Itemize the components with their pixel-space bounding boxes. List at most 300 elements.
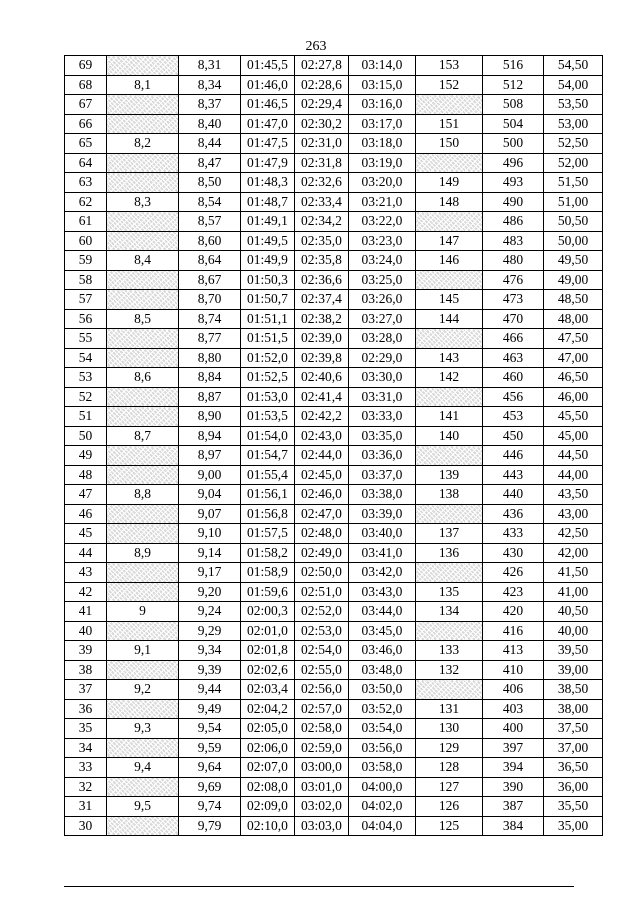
table-cell-points: 41 (65, 602, 107, 622)
table-cell-col-9: 38,50 (544, 680, 603, 700)
table-cell-col-7: 152 (416, 75, 483, 95)
table-cell-col-7: 130 (416, 719, 483, 739)
table-cell-col-9: 44,50 (544, 446, 603, 466)
table-cell-col-2 (107, 504, 179, 524)
table-row (65, 465, 603, 485)
table-cell-col-5: 02:38,2 (295, 309, 349, 329)
table-cell-points: 55 (65, 329, 107, 349)
table-cell-col-5: 02:37,4 (295, 290, 349, 310)
table-cell-col-7 (416, 387, 483, 407)
table-cell-col-3: 8,84 (179, 368, 241, 388)
table-cell-points: 45 (65, 524, 107, 544)
table-cell-col-4: 01:49,9 (241, 251, 295, 271)
table-cell-col-3: 9,17 (179, 563, 241, 583)
table-cell-col-2: 8,6 (107, 368, 179, 388)
table-cell-col-8: 387 (483, 797, 544, 817)
table-cell-col-3: 9,54 (179, 719, 241, 739)
table-cell-col-2 (107, 660, 179, 680)
table-cell-col-6: 03:44,0 (349, 602, 416, 622)
table-cell-col-4: 01:57,5 (241, 524, 295, 544)
table-cell-col-7: 149 (416, 173, 483, 193)
table-cell-col-6: 03:38,0 (349, 485, 416, 505)
table-cell-col-9: 45,50 (544, 407, 603, 427)
table-cell-col-3: 9,39 (179, 660, 241, 680)
table-cell-col-2: 8,1 (107, 75, 179, 95)
table-cell-col-8: 470 (483, 309, 544, 329)
table-cell-points: 33 (65, 758, 107, 778)
table-cell-col-9: 53,00 (544, 114, 603, 134)
table-cell-col-3: 8,67 (179, 270, 241, 290)
table-cell-col-3: 8,34 (179, 75, 241, 95)
table-cell-col-7: 138 (416, 485, 483, 505)
table-cell-col-6: 03:36,0 (349, 446, 416, 466)
table-cell-col-4: 01:47,5 (241, 134, 295, 154)
table-cell-col-5: 02:54,0 (295, 641, 349, 661)
table-cell-col-4: 01:51,1 (241, 309, 295, 329)
table-cell-points: 44 (65, 543, 107, 563)
table-cell-col-7 (416, 680, 483, 700)
table-cell-col-7 (416, 329, 483, 349)
table-cell-col-3: 9,24 (179, 602, 241, 622)
table-cell-col-6: 03:50,0 (349, 680, 416, 700)
table-cell-col-6: 03:28,0 (349, 329, 416, 349)
table-cell-col-5: 02:52,0 (295, 602, 349, 622)
table-cell-points: 61 (65, 212, 107, 232)
table-row (65, 309, 603, 329)
table-cell-col-7: 135 (416, 582, 483, 602)
table-cell-col-9: 41,00 (544, 582, 603, 602)
table-cell-col-5: 02:56,0 (295, 680, 349, 700)
table-cell-col-9: 49,00 (544, 270, 603, 290)
table-cell-col-2: 9,4 (107, 758, 179, 778)
table-cell-col-4: 02:05,0 (241, 719, 295, 739)
table-cell-col-8: 450 (483, 426, 544, 446)
table-cell-col-8: 473 (483, 290, 544, 310)
table-cell-col-5: 02:28,6 (295, 75, 349, 95)
table-cell-col-8: 463 (483, 348, 544, 368)
table-cell-col-5: 03:02,0 (295, 797, 349, 817)
table-cell-col-4: 02:01,0 (241, 621, 295, 641)
table-cell-col-2 (107, 816, 179, 836)
table-cell-points: 48 (65, 465, 107, 485)
table-cell-col-5: 02:59,0 (295, 738, 349, 758)
table-row (65, 114, 603, 134)
table-cell-col-9: 54,50 (544, 56, 603, 76)
table-cell-col-9: 48,00 (544, 309, 603, 329)
table-cell-col-9: 40,50 (544, 602, 603, 622)
table-cell-col-5: 02:51,0 (295, 582, 349, 602)
table-cell-col-2 (107, 270, 179, 290)
table-cell-col-4: 01:55,4 (241, 465, 295, 485)
table-cell-col-8: 423 (483, 582, 544, 602)
table-cell-col-6: 03:24,0 (349, 251, 416, 271)
table-row (65, 660, 603, 680)
table-cell-col-7 (416, 446, 483, 466)
table-cell-col-5: 02:46,0 (295, 485, 349, 505)
table-row (65, 407, 603, 427)
table-cell-col-3: 8,77 (179, 329, 241, 349)
table-cell-col-5: 02:43,0 (295, 426, 349, 446)
table-cell-col-5: 02:35,0 (295, 231, 349, 251)
table-cell-col-3: 9,00 (179, 465, 241, 485)
table-cell-col-4: 02:06,0 (241, 738, 295, 758)
table-cell-col-4: 01:52,0 (241, 348, 295, 368)
table-cell-points: 30 (65, 816, 107, 836)
table-cell-points: 38 (65, 660, 107, 680)
table-cell-col-3: 9,04 (179, 485, 241, 505)
table-cell-col-9: 35,00 (544, 816, 603, 836)
table-cell-col-7 (416, 621, 483, 641)
table-cell-col-8: 384 (483, 816, 544, 836)
table-cell-col-5: 02:40,6 (295, 368, 349, 388)
table-cell-col-3: 9,74 (179, 797, 241, 817)
table-cell-col-3: 8,50 (179, 173, 241, 193)
table-cell-col-2 (107, 582, 179, 602)
table-cell-col-3: 9,14 (179, 543, 241, 563)
table-cell-col-6: 03:22,0 (349, 212, 416, 232)
table-cell-col-3: 8,31 (179, 56, 241, 76)
table-cell-col-7: 151 (416, 114, 483, 134)
table-row (65, 524, 603, 544)
table-cell-col-8: 433 (483, 524, 544, 544)
table-cell-col-2 (107, 699, 179, 719)
table-cell-col-7 (416, 95, 483, 115)
table-cell-col-2: 8,9 (107, 543, 179, 563)
table-cell-col-7: 131 (416, 699, 483, 719)
table-cell-points: 40 (65, 621, 107, 641)
table-cell-col-7 (416, 153, 483, 173)
table-row (65, 485, 603, 505)
table-cell-col-3: 8,54 (179, 192, 241, 212)
table-cell-col-4: 01:59,6 (241, 582, 295, 602)
table-cell-col-2 (107, 563, 179, 583)
table-row (65, 231, 603, 251)
table-cell-col-3: 9,59 (179, 738, 241, 758)
table-row (65, 504, 603, 524)
table-cell-col-6: 03:46,0 (349, 641, 416, 661)
table-cell-col-4: 01:50,7 (241, 290, 295, 310)
table-cell-col-2 (107, 173, 179, 193)
table-cell-col-7 (416, 563, 483, 583)
table-cell-col-2 (107, 777, 179, 797)
table-cell-col-6: 04:02,0 (349, 797, 416, 817)
table-cell-col-5: 02:53,0 (295, 621, 349, 641)
table-cell-col-9: 44,00 (544, 465, 603, 485)
table-row (65, 777, 603, 797)
table-cell-col-9: 39,50 (544, 641, 603, 661)
table-cell-points: 65 (65, 134, 107, 154)
table-cell-points: 58 (65, 270, 107, 290)
table-cell-col-3: 8,87 (179, 387, 241, 407)
table-row (65, 602, 603, 622)
table-cell-col-9: 50,50 (544, 212, 603, 232)
table-cell-col-9: 45,00 (544, 426, 603, 446)
table-cell-col-2 (107, 348, 179, 368)
table-row (65, 270, 603, 290)
table-cell-col-8: 400 (483, 719, 544, 739)
table-cell-points: 53 (65, 368, 107, 388)
table-cell-col-8: 443 (483, 465, 544, 485)
table-cell-col-6: 03:35,0 (349, 426, 416, 446)
table-cell-col-7 (416, 504, 483, 524)
table-cell-points: 39 (65, 641, 107, 661)
table-cell-col-6: 03:20,0 (349, 173, 416, 193)
table-cell-col-9: 41,50 (544, 563, 603, 583)
table-cell-col-8: 420 (483, 602, 544, 622)
table-cell-col-8: 512 (483, 75, 544, 95)
table-cell-col-4: 01:47,9 (241, 153, 295, 173)
table-cell-points: 49 (65, 446, 107, 466)
table-cell-col-6: 03:33,0 (349, 407, 416, 427)
table-cell-col-9: 43,00 (544, 504, 603, 524)
table-cell-points: 67 (65, 95, 107, 115)
table-cell-col-3: 8,97 (179, 446, 241, 466)
table-cell-col-6: 03:19,0 (349, 153, 416, 173)
table-cell-col-6: 03:52,0 (349, 699, 416, 719)
table-cell-col-8: 426 (483, 563, 544, 583)
table-cell-col-8: 496 (483, 153, 544, 173)
table-cell-col-3: 8,57 (179, 212, 241, 232)
table-cell-col-5: 02:36,6 (295, 270, 349, 290)
score-table (64, 55, 603, 836)
table-cell-col-7: 148 (416, 192, 483, 212)
table-cell-col-5: 02:33,4 (295, 192, 349, 212)
table-cell-col-5: 02:41,4 (295, 387, 349, 407)
table-cell-col-6: 03:42,0 (349, 563, 416, 583)
table-cell-col-5: 02:58,0 (295, 719, 349, 739)
table-cell-col-5: 02:34,2 (295, 212, 349, 232)
table-cell-col-8: 410 (483, 660, 544, 680)
table-cell-col-8: 480 (483, 251, 544, 271)
table-cell-col-6: 03:56,0 (349, 738, 416, 758)
table-cell-col-5: 02:50,0 (295, 563, 349, 583)
table-cell-col-5: 02:31,8 (295, 153, 349, 173)
table-cell-col-6: 03:18,0 (349, 134, 416, 154)
table-cell-points: 69 (65, 56, 107, 76)
table-cell-col-6: 03:45,0 (349, 621, 416, 641)
table-cell-col-8: 483 (483, 231, 544, 251)
table-cell-col-4: 01:50,3 (241, 270, 295, 290)
table-row (65, 290, 603, 310)
table-cell-col-7: 126 (416, 797, 483, 817)
table-cell-col-9: 51,50 (544, 173, 603, 193)
page-number: 263 (305, 39, 327, 54)
table-cell-col-9: 52,00 (544, 153, 603, 173)
table-cell-col-4: 01:53,5 (241, 407, 295, 427)
table-cell-col-7: 133 (416, 641, 483, 661)
table-cell-col-7: 129 (416, 738, 483, 758)
table-cell-col-3: 9,10 (179, 524, 241, 544)
table-cell-col-9: 37,50 (544, 719, 603, 739)
table-cell-col-8: 460 (483, 368, 544, 388)
table-cell-col-8: 390 (483, 777, 544, 797)
table-cell-col-8: 493 (483, 173, 544, 193)
table-cell-col-2: 8,8 (107, 485, 179, 505)
table-cell-points: 47 (65, 485, 107, 505)
table-cell-points: 43 (65, 563, 107, 583)
table-cell-col-4: 01:51,5 (241, 329, 295, 349)
table-cell-col-4: 01:46,5 (241, 95, 295, 115)
table-cell-points: 63 (65, 173, 107, 193)
table-cell-col-6: 03:15,0 (349, 75, 416, 95)
bottom-divider (64, 886, 574, 887)
table-row (65, 797, 603, 817)
table-cell-col-7: 150 (416, 134, 483, 154)
table-cell-points: 32 (65, 777, 107, 797)
table-cell-col-5: 02:35,8 (295, 251, 349, 271)
table-cell-col-6: 03:27,0 (349, 309, 416, 329)
table-cell-col-4: 02:00,3 (241, 602, 295, 622)
table-row (65, 719, 603, 739)
table-cell-col-5: 03:01,0 (295, 777, 349, 797)
table-row (65, 426, 603, 446)
table-cell-col-2: 8,4 (107, 251, 179, 271)
table-row (65, 329, 603, 349)
table-row (65, 251, 603, 271)
table-cell-col-2 (107, 153, 179, 173)
table-cell-col-2: 9,1 (107, 641, 179, 661)
table-cell-points: 52 (65, 387, 107, 407)
table-cell-col-6: 03:26,0 (349, 290, 416, 310)
table-cell-col-8: 516 (483, 56, 544, 76)
table-cell-col-5: 02:42,2 (295, 407, 349, 427)
table-cell-col-2 (107, 465, 179, 485)
table-row (65, 738, 603, 758)
table-cell-col-8: 446 (483, 446, 544, 466)
table-cell-col-2 (107, 95, 179, 115)
table-cell-col-3: 8,37 (179, 95, 241, 115)
table-cell-col-7: 132 (416, 660, 483, 680)
table-cell-col-9: 40,00 (544, 621, 603, 641)
table-cell-col-9: 54,00 (544, 75, 603, 95)
table-row (65, 192, 603, 212)
table-cell-col-8: 500 (483, 134, 544, 154)
table-cell-col-5: 02:32,6 (295, 173, 349, 193)
table-cell-col-4: 01:56,8 (241, 504, 295, 524)
table-row (65, 173, 603, 193)
table-cell-col-6: 04:04,0 (349, 816, 416, 836)
table-cell-col-4: 02:07,0 (241, 758, 295, 778)
table-cell-col-4: 01:46,0 (241, 75, 295, 95)
table-cell-col-4: 01:54,7 (241, 446, 295, 466)
table-cell-col-9: 51,00 (544, 192, 603, 212)
table-cell-points: 42 (65, 582, 107, 602)
table-cell-points: 46 (65, 504, 107, 524)
table-cell-col-5: 03:03,0 (295, 816, 349, 836)
table-cell-col-9: 35,50 (544, 797, 603, 817)
table-cell-col-4: 01:58,2 (241, 543, 295, 563)
table-cell-col-5: 02:55,0 (295, 660, 349, 680)
table-cell-col-5: 02:57,0 (295, 699, 349, 719)
table-cell-col-5: 02:49,0 (295, 543, 349, 563)
table-cell-col-4: 02:03,4 (241, 680, 295, 700)
table-cell-col-3: 8,90 (179, 407, 241, 427)
table-cell-col-8: 456 (483, 387, 544, 407)
table-cell-col-8: 394 (483, 758, 544, 778)
table-cell-col-4: 02:09,0 (241, 797, 295, 817)
table-cell-points: 31 (65, 797, 107, 817)
table-cell-col-5: 02:48,0 (295, 524, 349, 544)
table-row (65, 699, 603, 719)
table-cell-col-4: 02:10,0 (241, 816, 295, 836)
table-cell-col-7: 128 (416, 758, 483, 778)
table-cell-col-6: 03:43,0 (349, 582, 416, 602)
table-cell-col-6: 04:00,0 (349, 777, 416, 797)
table-cell-col-4: 01:47,0 (241, 114, 295, 134)
table-cell-col-2 (107, 446, 179, 466)
table-cell-points: 57 (65, 290, 107, 310)
table-cell-col-8: 504 (483, 114, 544, 134)
table-cell-col-2: 9 (107, 602, 179, 622)
table-cell-col-4: 01:56,1 (241, 485, 295, 505)
table-row (65, 368, 603, 388)
table-cell-col-9: 49,50 (544, 251, 603, 271)
table-row (65, 621, 603, 641)
table-cell-col-8: 416 (483, 621, 544, 641)
table-cell-col-6: 03:37,0 (349, 465, 416, 485)
table-row (65, 446, 603, 466)
table-cell-points: 51 (65, 407, 107, 427)
table-cell-col-9: 46,00 (544, 387, 603, 407)
table-cell-col-4: 02:02,6 (241, 660, 295, 680)
table-row (65, 95, 603, 115)
table-cell-col-5: 02:29,4 (295, 95, 349, 115)
table-cell-col-7: 139 (416, 465, 483, 485)
table-cell-col-8: 406 (483, 680, 544, 700)
table-cell-col-5: 03:00,0 (295, 758, 349, 778)
table-cell-col-3: 9,49 (179, 699, 241, 719)
table-row (65, 387, 603, 407)
table-cell-col-2 (107, 621, 179, 641)
table-cell-col-9: 42,50 (544, 524, 603, 544)
table-cell-points: 50 (65, 426, 107, 446)
table-cell-col-9: 48,50 (544, 290, 603, 310)
table-cell-col-3: 9,29 (179, 621, 241, 641)
table-cell-col-8: 430 (483, 543, 544, 563)
table-row (65, 348, 603, 368)
table-cell-col-6: 03:58,0 (349, 758, 416, 778)
table-row (65, 56, 603, 76)
score-table-container (64, 55, 603, 836)
table-cell-col-6: 03:25,0 (349, 270, 416, 290)
table-cell-points: 37 (65, 680, 107, 700)
table-cell-col-6: 03:54,0 (349, 719, 416, 739)
table-cell-points: 68 (65, 75, 107, 95)
table-cell-col-8: 508 (483, 95, 544, 115)
table-cell-col-7: 144 (416, 309, 483, 329)
table-cell-col-7: 136 (416, 543, 483, 563)
table-cell-col-6: 03:40,0 (349, 524, 416, 544)
table-cell-col-9: 53,50 (544, 95, 603, 115)
table-cell-col-4: 01:48,3 (241, 173, 295, 193)
table-row (65, 212, 603, 232)
table-cell-col-4: 02:01,8 (241, 641, 295, 661)
table-cell-points: 59 (65, 251, 107, 271)
table-cell-col-4: 02:04,2 (241, 699, 295, 719)
table-cell-points: 64 (65, 153, 107, 173)
table-cell-col-7: 134 (416, 602, 483, 622)
table-cell-col-3: 9,07 (179, 504, 241, 524)
table-cell-col-9: 47,50 (544, 329, 603, 349)
table-cell-points: 62 (65, 192, 107, 212)
table-cell-col-9: 50,00 (544, 231, 603, 251)
table-row (65, 75, 603, 95)
table-cell-col-8: 436 (483, 504, 544, 524)
table-cell-col-9: 36,50 (544, 758, 603, 778)
table-cell-col-7: 145 (416, 290, 483, 310)
table-cell-col-8: 490 (483, 192, 544, 212)
table-cell-col-7 (416, 270, 483, 290)
